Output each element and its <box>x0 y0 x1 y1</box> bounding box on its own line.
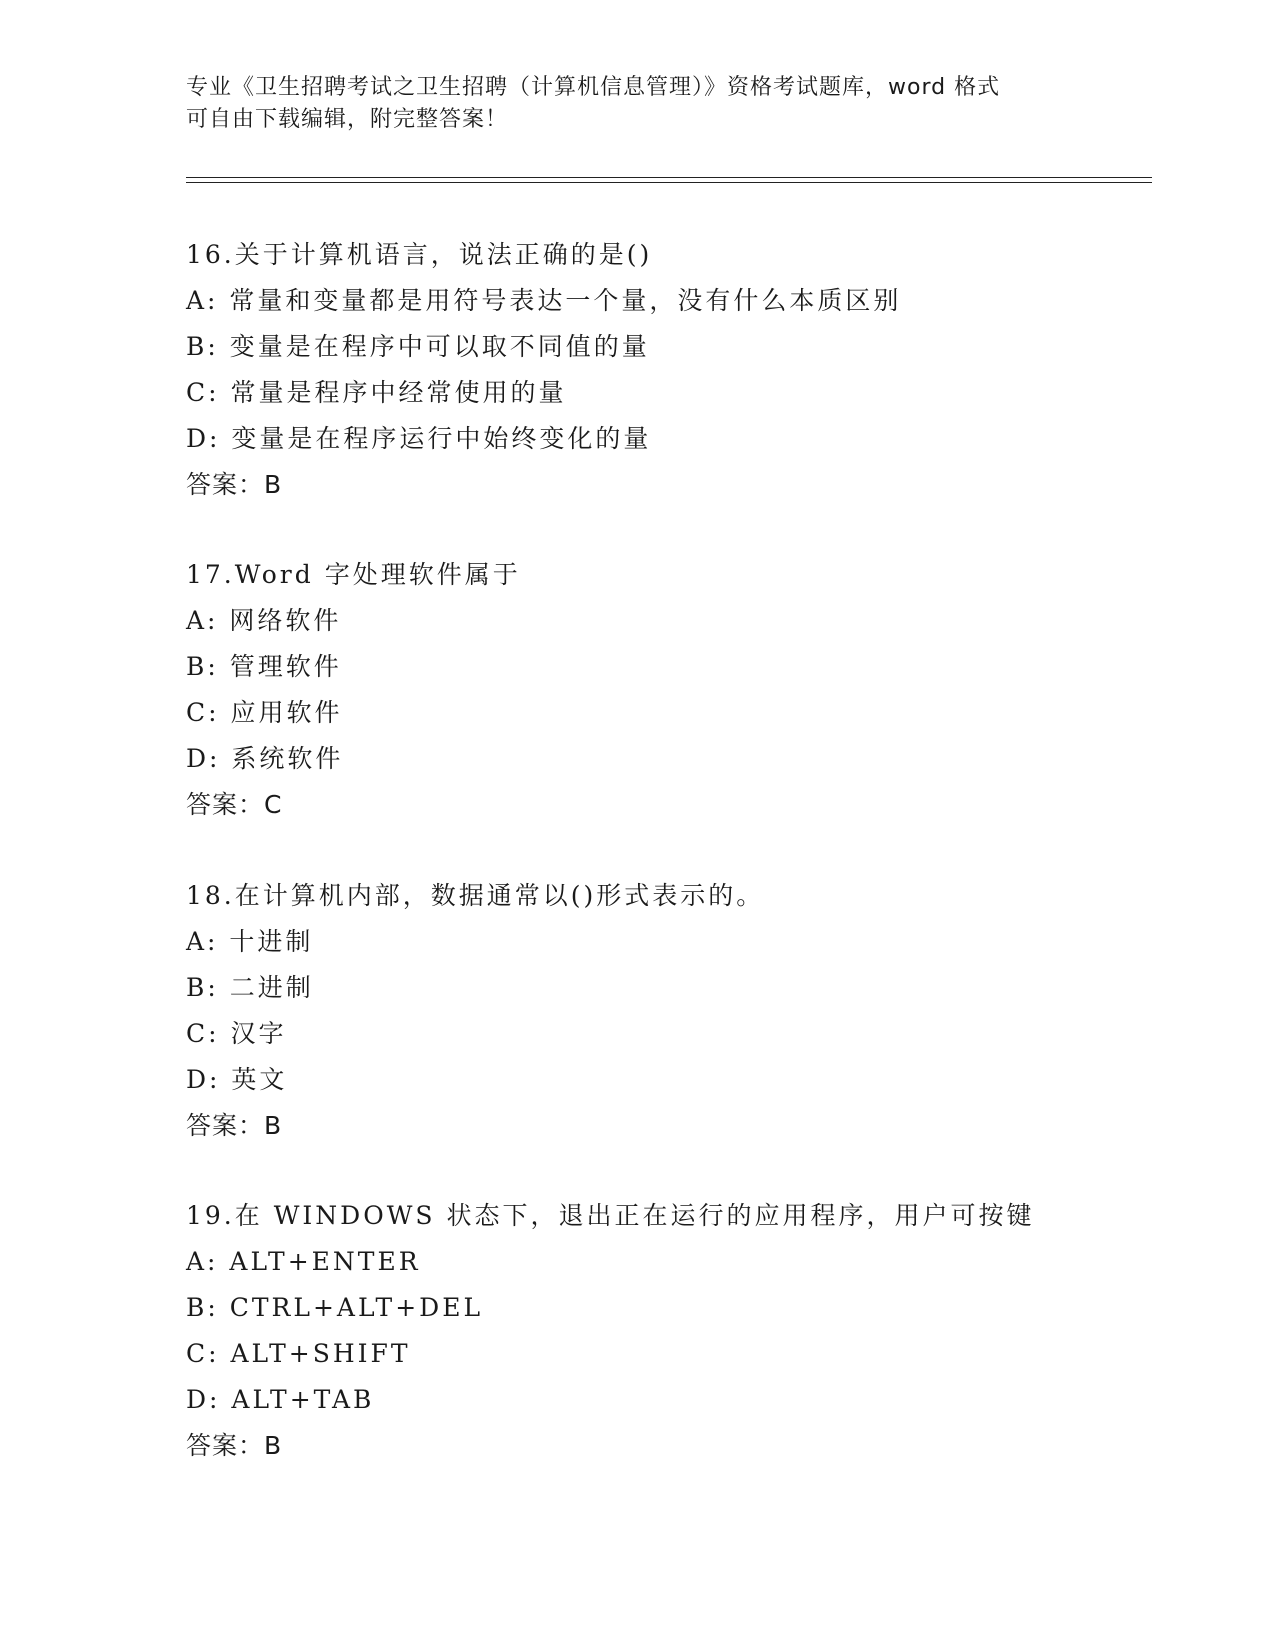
question-18 <box>186 873 1146 1149</box>
option-d: D: 系统软件 <box>186 744 344 773</box>
question-stem: 19.在 WINDOWS 状态下，退出正在运行的应用程序，用户可按键 <box>186 1201 1035 1230</box>
question-17 <box>186 552 1146 828</box>
header-divider-bottom <box>186 182 1152 183</box>
option-a: A: 常量和变量都是用符号表达一个量，没有什么本质区别 <box>186 286 902 315</box>
header-divider-top <box>186 177 1152 178</box>
option-b: B: 管理软件 <box>186 652 342 681</box>
answer-line: 答案：B <box>186 470 283 499</box>
option-d: D: 变量是在程序运行中始终变化的量 <box>186 424 652 453</box>
option-c: C: 应用软件 <box>186 698 343 727</box>
option-b: B: CTRL+ALT+DEL <box>186 1293 484 1322</box>
answer-line: 答案：B <box>186 1431 283 1460</box>
option-a: A: ALT+ENTER <box>186 1247 421 1276</box>
option-d: D: 英文 <box>186 1065 288 1094</box>
option-c: C: 常量是程序中经常使用的量 <box>186 378 567 407</box>
question-16 <box>186 232 1146 508</box>
question-stem: 18.在计算机内部，数据通常以()形式表示的。 <box>186 881 765 910</box>
answer-line: 答案：C <box>186 790 283 819</box>
question-stem: 17.Word 字处理软件属于 <box>186 560 521 589</box>
option-b: B: 二进制 <box>186 973 314 1002</box>
option-b: B: 变量是在程序中可以取不同值的量 <box>186 332 650 361</box>
option-d: D: ALT+TAB <box>186 1385 375 1414</box>
document-header <box>186 72 1066 136</box>
option-a: A: 网络软件 <box>186 606 342 635</box>
question-stem: 16.关于计算机语言，说法正确的是() <box>186 240 653 269</box>
option-c: C: 汉字 <box>186 1019 287 1048</box>
answer-line: 答案：B <box>186 1111 283 1140</box>
header-line-2: 可自由下载编辑，附完整答案！ <box>186 107 509 132</box>
option-a: A: 十进制 <box>186 927 314 956</box>
option-c: C: ALT+SHIFT <box>186 1339 411 1368</box>
question-19 <box>186 1193 1146 1469</box>
header-line-1: 专业《卫生招聘考试之卫生招聘（计算机信息管理）》资格考试题库，word 格式 <box>186 75 1001 100</box>
